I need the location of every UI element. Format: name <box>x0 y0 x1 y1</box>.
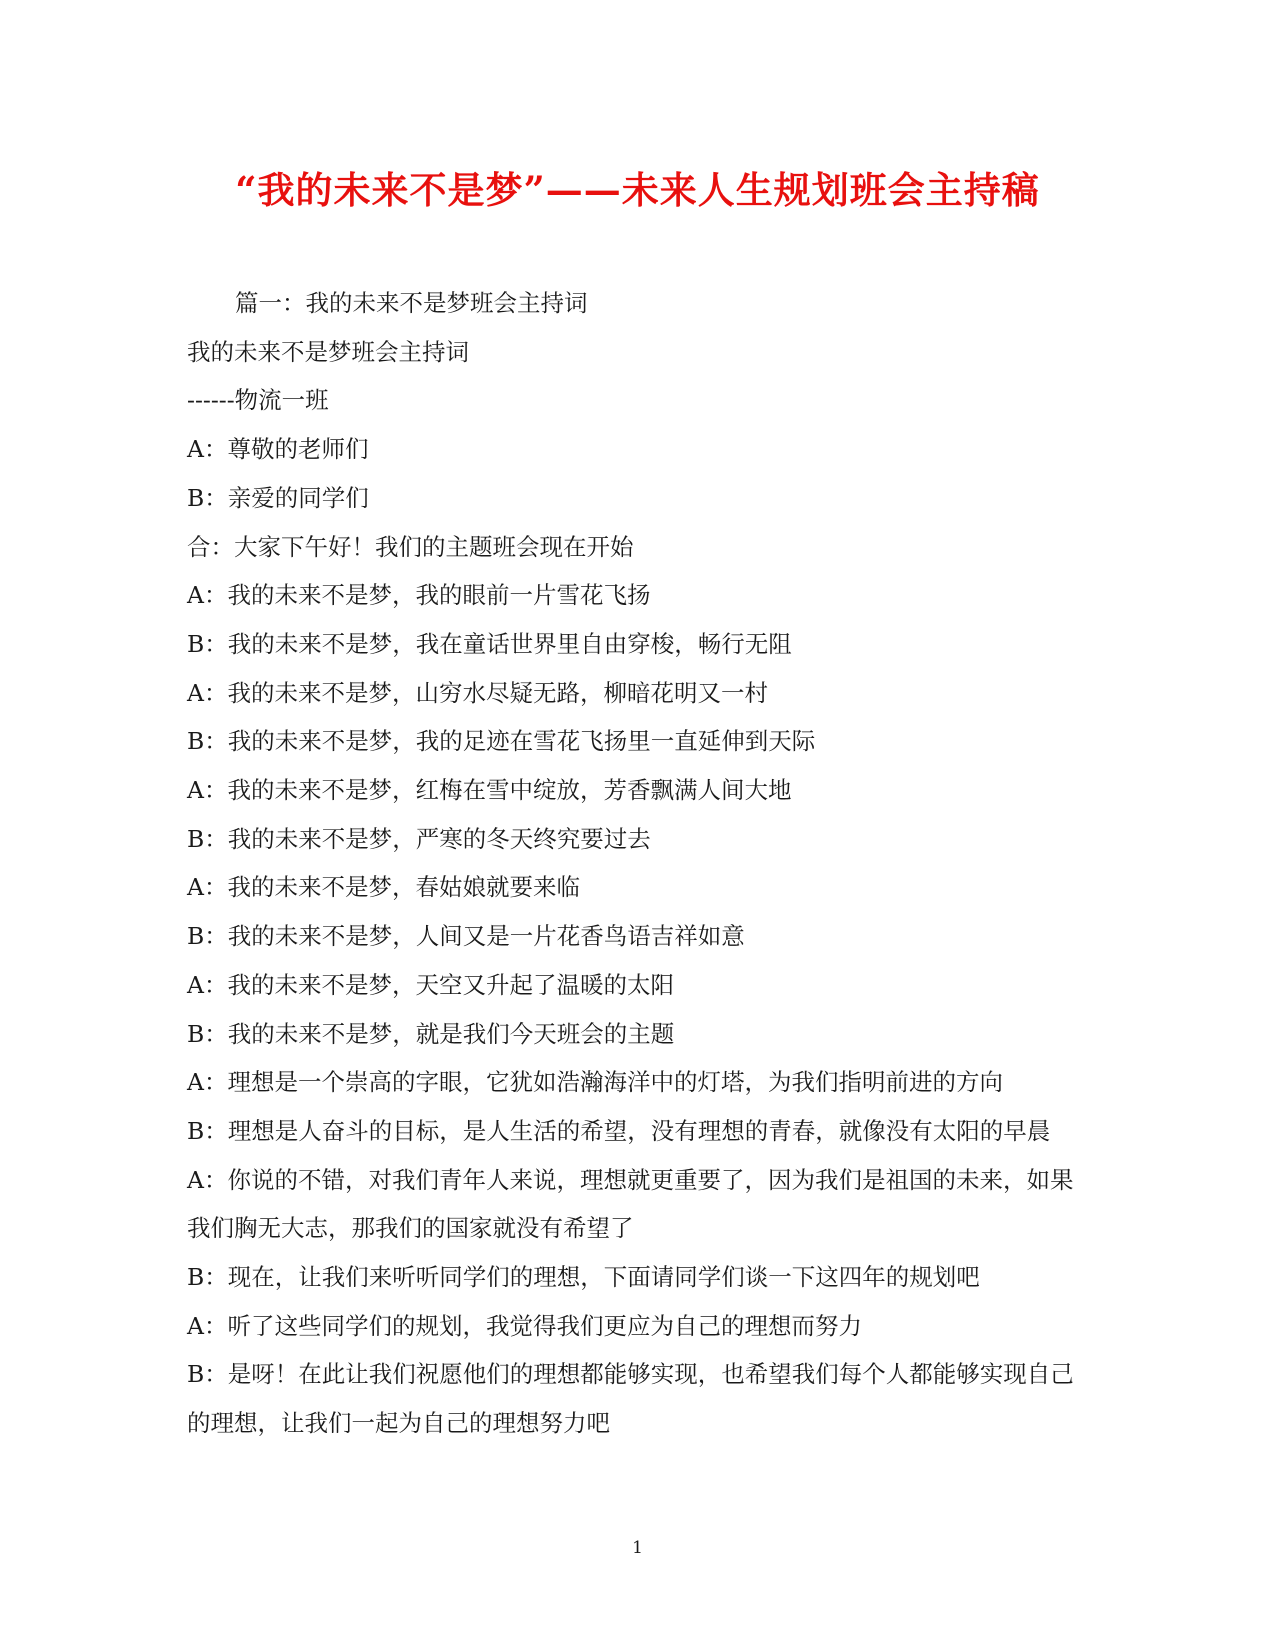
dialogue-line: A：尊敬的老师们 <box>187 435 369 464</box>
dialogue-line: B：理想是人奋斗的目标，是人生活的希望，没有理想的青春，就像没有太阳的早晨 <box>187 1116 1051 1145</box>
dialogue-line: B：亲爱的同学们 <box>187 483 369 512</box>
page-number: 1 <box>632 1538 643 1558</box>
dialogue-line: A：我的未来不是梦，春姑娘就要来临 <box>187 873 580 902</box>
dialogue-line: A：我的未来不是梦，红梅在雪中绽放，芳香飘满人间大地 <box>187 776 792 805</box>
dialogue-line: B：我的未来不是梦，我在童话世界里自由穿梭，畅行无阻 <box>187 629 792 658</box>
section-heading: 篇一：我的未来不是梦班会主持词 <box>235 289 588 317</box>
dialogue-line: A：我的未来不是梦，山穷水尽疑无路，柳暗花明又一村 <box>187 678 768 707</box>
dialogue-line: 合：大家下午好！我们的主题班会现在开始 <box>187 532 634 561</box>
byline: ------物流一班 <box>187 386 329 415</box>
dialogue-line: B：我的未来不是梦，我的足迹在雪花飞扬里一直延伸到天际 <box>187 727 816 756</box>
dialogue-line: B：我的未来不是梦，人间又是一片花香鸟语吉祥如意 <box>187 922 745 951</box>
dialogue-line: B：我的未来不是梦，就是我们今天班会的主题 <box>187 1019 675 1048</box>
document-title: “我的未来不是梦”——未来人生规划班会主持稿 <box>235 168 1040 212</box>
dialogue-line: B：我的未来不是梦，严寒的冬天终究要过去 <box>187 824 651 853</box>
dialogue-line: B：现在，让我们来听听同学们的理想，下面请同学们谈一下这四年的规划吧 <box>187 1263 980 1292</box>
dialogue-line: A：我的未来不是梦，天空又升起了温暖的太阳 <box>187 970 674 999</box>
dialogue-line: B：是呀！在此让我们祝愿他们的理想都能够实现，也希望我们每个人都能够实现自己的理想，让我们一起为自己的理想努力吧 <box>187 1360 1074 1438</box>
dialogue-line: A：听了这些同学们的规划，我觉得我们更应为自己的理想而努力 <box>187 1311 862 1340</box>
dialogue-line: A：你说的不错，对我们青年人来说，理想就更重要了，因为我们是祖国的未来，如果我们胸无大志，那我们的国家就没有希望了 <box>187 1165 1074 1243</box>
dialogue-line: A：我的未来不是梦，我的眼前一片雪花飞扬 <box>187 581 651 610</box>
dialogue-line: A：理想是一个崇高的字眼，它犹如浩瀚海洋中的灯塔，为我们指明前进的方向 <box>187 1068 1003 1097</box>
document-body <box>187 279 1087 1448</box>
document-subtitle: 我的未来不是梦班会主持词 <box>187 337 469 366</box>
